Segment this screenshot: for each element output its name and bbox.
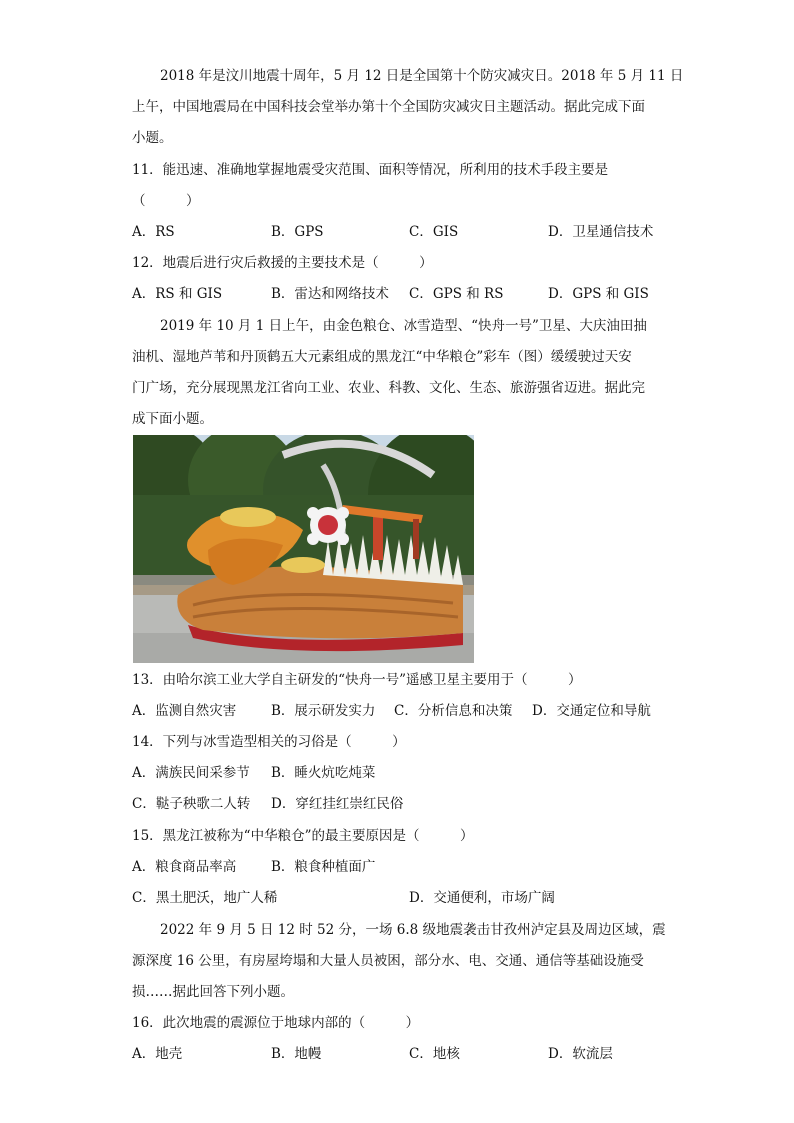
q11-option-a: A．RS (132, 224, 175, 240)
q13-option-b: B．展示研发实力 (271, 703, 376, 719)
q11-blank: （ ） (132, 193, 200, 209)
q13-option-c: C．分析信息和决策 (394, 703, 513, 719)
q15-option-a: A．粮食商品率高 (132, 859, 237, 875)
parade-float-photo (133, 435, 474, 663)
q15-option-b: B．粮食种植面广 (271, 859, 376, 875)
q13-option-a: A．监测自然灾害 (132, 703, 237, 719)
passage1-line2: 上午，中国地震局在中国科技会堂举办第十个全国防灾减灾日主题活动。据此完成下面 (132, 99, 645, 115)
passage3-line1: 2022 年 9 月 5 日 12 时 52 分，一场 6.8 级地震袭击甘孜州泸定县及周边区域，震 (160, 922, 666, 938)
q16-option-b: B．地幔 (271, 1046, 322, 1062)
q16-option-c: C．地核 (409, 1046, 460, 1062)
passage1-line1: 2018 年是汶川地震十周年，5 月 12 日是全国第十个防灾减灾日。2018 年 5 月 11 日 (160, 68, 684, 84)
passage1-line3: 小题。 (132, 130, 173, 146)
q12-option-a: A．RS 和 GIS (132, 286, 223, 302)
q16-option-d: D．软流层 (548, 1046, 613, 1062)
q13-stem: 13．由哈尔滨工业大学自主研发的“快舟一号”遥感卫星主要用于（ ） (132, 672, 582, 688)
q15-stem: 15．黑龙江被称为“中华粮仓”的最主要原因是（ ） (132, 828, 474, 844)
q12-stem: 12．地震后进行灾后救援的主要技术是（ ） (132, 255, 433, 271)
passage2-line1: 2019 年 10 月 1 日上午，由金色粮仓、冰雪造型、“快舟一号”卫星、大庆油田抽 (160, 318, 647, 334)
q15-option-d: D．交通便利，市场广阔 (409, 890, 555, 906)
q14-stem: 14．下列与冰雪造型相关的习俗是（ ） (132, 734, 406, 750)
q12-option-d: D．GPS 和 GIS (548, 286, 649, 302)
passage2-line2: 油机、湿地芦苇和丹顶鹤五大元素组成的黑龙江“中华粮仓”彩车（图）缓缓驶过天安 (132, 349, 632, 365)
q14-option-b: B．睡火炕吃炖菜 (271, 765, 376, 781)
passage3-line3: 损……据此回答下列小题。 (132, 984, 294, 1000)
q12-option-b: B．雷达和网络技术 (271, 286, 389, 302)
passage2-line3: 门广场，充分展现黑龙江省向工业、农业、科教、文化、生态、旅游强省迈进。据此完 (132, 380, 645, 396)
q14-option-c: C．鞑子秧歌二人转 (132, 796, 251, 812)
q11-option-c: C．GIS (409, 224, 459, 240)
passage2-line4: 成下面小题。 (132, 411, 213, 427)
q14-option-d: D．穿红挂红崇红民俗 (271, 796, 404, 812)
q16-option-a: A．地壳 (132, 1046, 183, 1062)
q11-stem: 11．能迅速、准确地掌握地震受灾范围、面积等情况，所利用的技术手段主要是 (132, 162, 609, 178)
q16-stem: 16．此次地震的震源位于地球内部的（ ） (132, 1015, 420, 1031)
q14-option-a: A．满族民间采参节 (132, 765, 250, 781)
q12-option-c: C．GPS 和 RS (409, 286, 504, 302)
q15-option-c: C．黑土肥沃，地广人稀 (132, 890, 278, 906)
q11-option-b: B．GPS (271, 224, 324, 240)
q13-option-d: D．交通定位和导航 (532, 703, 651, 719)
passage3-line2: 源深度 16 公里，有房屋垮塌和大量人员被困，部分水、电、交通、通信等基础设施受 (132, 953, 644, 969)
q11-option-d: D．卫星通信技术 (548, 224, 654, 240)
